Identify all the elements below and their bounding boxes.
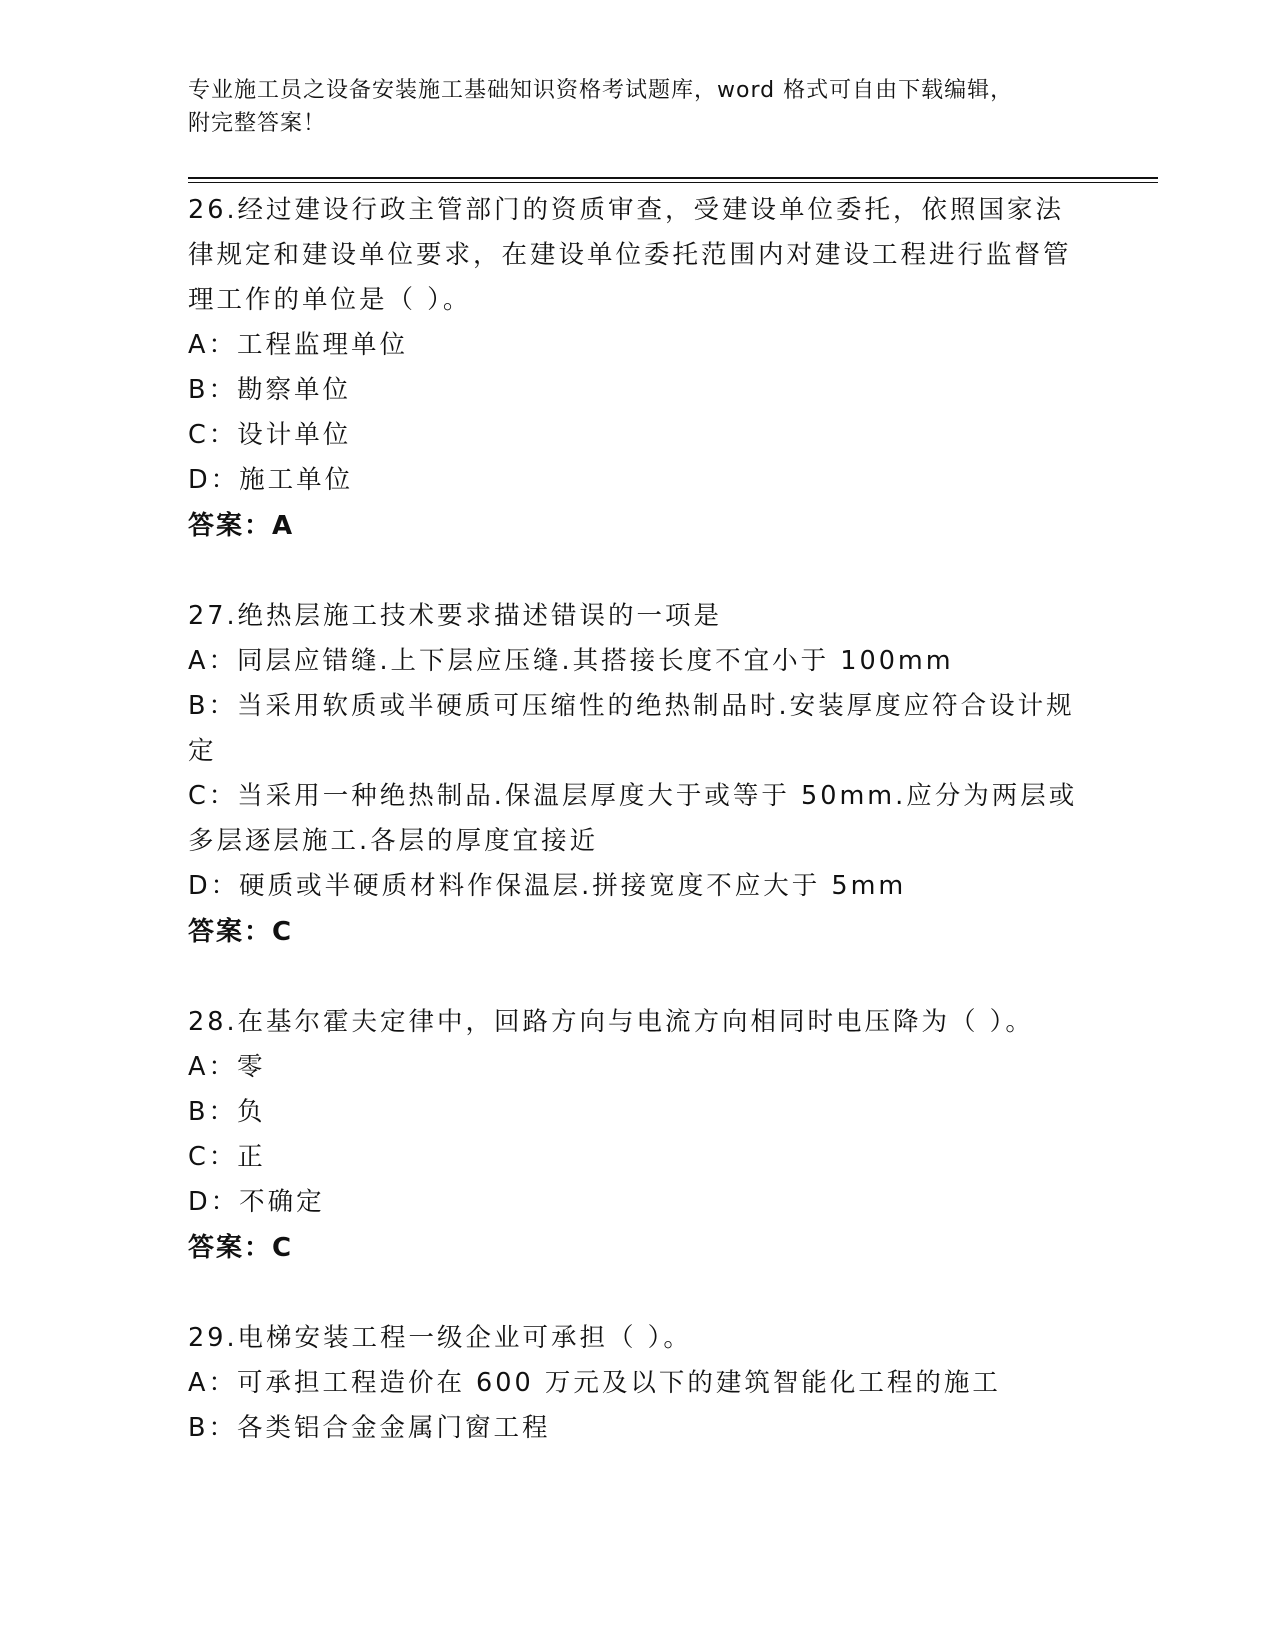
header-rule-thick (188, 177, 1158, 179)
question-26 (188, 188, 1088, 549)
question-29 (188, 1316, 1088, 1451)
answer-value: A (272, 511, 295, 541)
answer-label: 答案： (188, 1233, 273, 1263)
answer-label: 答案： (188, 511, 273, 541)
document-header (188, 74, 1088, 140)
answer-value: C (272, 917, 294, 947)
option-b: B：负 (188, 1097, 266, 1127)
question-stem: 26.经过建设行政主管部门的资质审查，受建设单位委托，依照国家法律规定和建设单位要求，在建设单位委托范围内对建设工程进行监督管理工作的单位是（ ）。 (188, 195, 1072, 315)
question-28 (188, 1000, 1088, 1271)
option-b: B：当采用软质或半硬质可压缩性的绝热制品时.安装厚度应符合设计规定 (188, 691, 1075, 766)
option-a: A：可承担工程造价在 600 万元及以下的建筑智能化工程的施工 (188, 1368, 1001, 1398)
option-d: D：硬质或半硬质材料作保温层.拼接宽度不应大于 5mm (188, 871, 907, 901)
question-27 (188, 594, 1088, 955)
option-d: D：施工单位 (188, 465, 354, 495)
header-rule-thin (188, 182, 1158, 183)
option-a: A：工程监理单位 (188, 330, 408, 360)
option-d: D：不确定 (188, 1187, 325, 1217)
option-a: A：零 (188, 1052, 266, 1082)
question-stem: 29.电梯安装工程一级企业可承担（ ）。 (188, 1323, 692, 1353)
option-b: B：勘察单位 (188, 375, 351, 405)
answer-line (188, 1225, 1088, 1271)
answer-label: 答案： (188, 917, 273, 947)
header-line-1: 专业施工员之设备安装施工基础知识资格考试题库，word 格式可自由下载编辑， (188, 78, 1014, 103)
question-stem: 27.绝热层施工技术要求描述错误的一项是 (188, 601, 723, 631)
answer-value: C (272, 1233, 294, 1263)
question-stem: 28.在基尔霍夫定律中，回路方向与电流方向相同时电压降为（ ）。 (188, 1007, 1034, 1037)
option-b: B：各类铝合金金属门窗工程 (188, 1413, 551, 1443)
option-c: C：当采用一种绝热制品.保温层厚度大于或等于 50mm.应分为两层或多层逐层施工.各层的厚度宜接近 (188, 781, 1078, 856)
option-c: C：正 (188, 1142, 266, 1172)
option-c: C：设计单位 (188, 420, 352, 450)
question-list (188, 188, 1088, 1496)
answer-line (188, 503, 1088, 549)
header-line-2: 附完整答案！ (188, 111, 327, 136)
answer-line (188, 909, 1088, 955)
option-a: A：同层应错缝.上下层应压缝.其搭接长度不宜小于 100mm (188, 646, 954, 676)
